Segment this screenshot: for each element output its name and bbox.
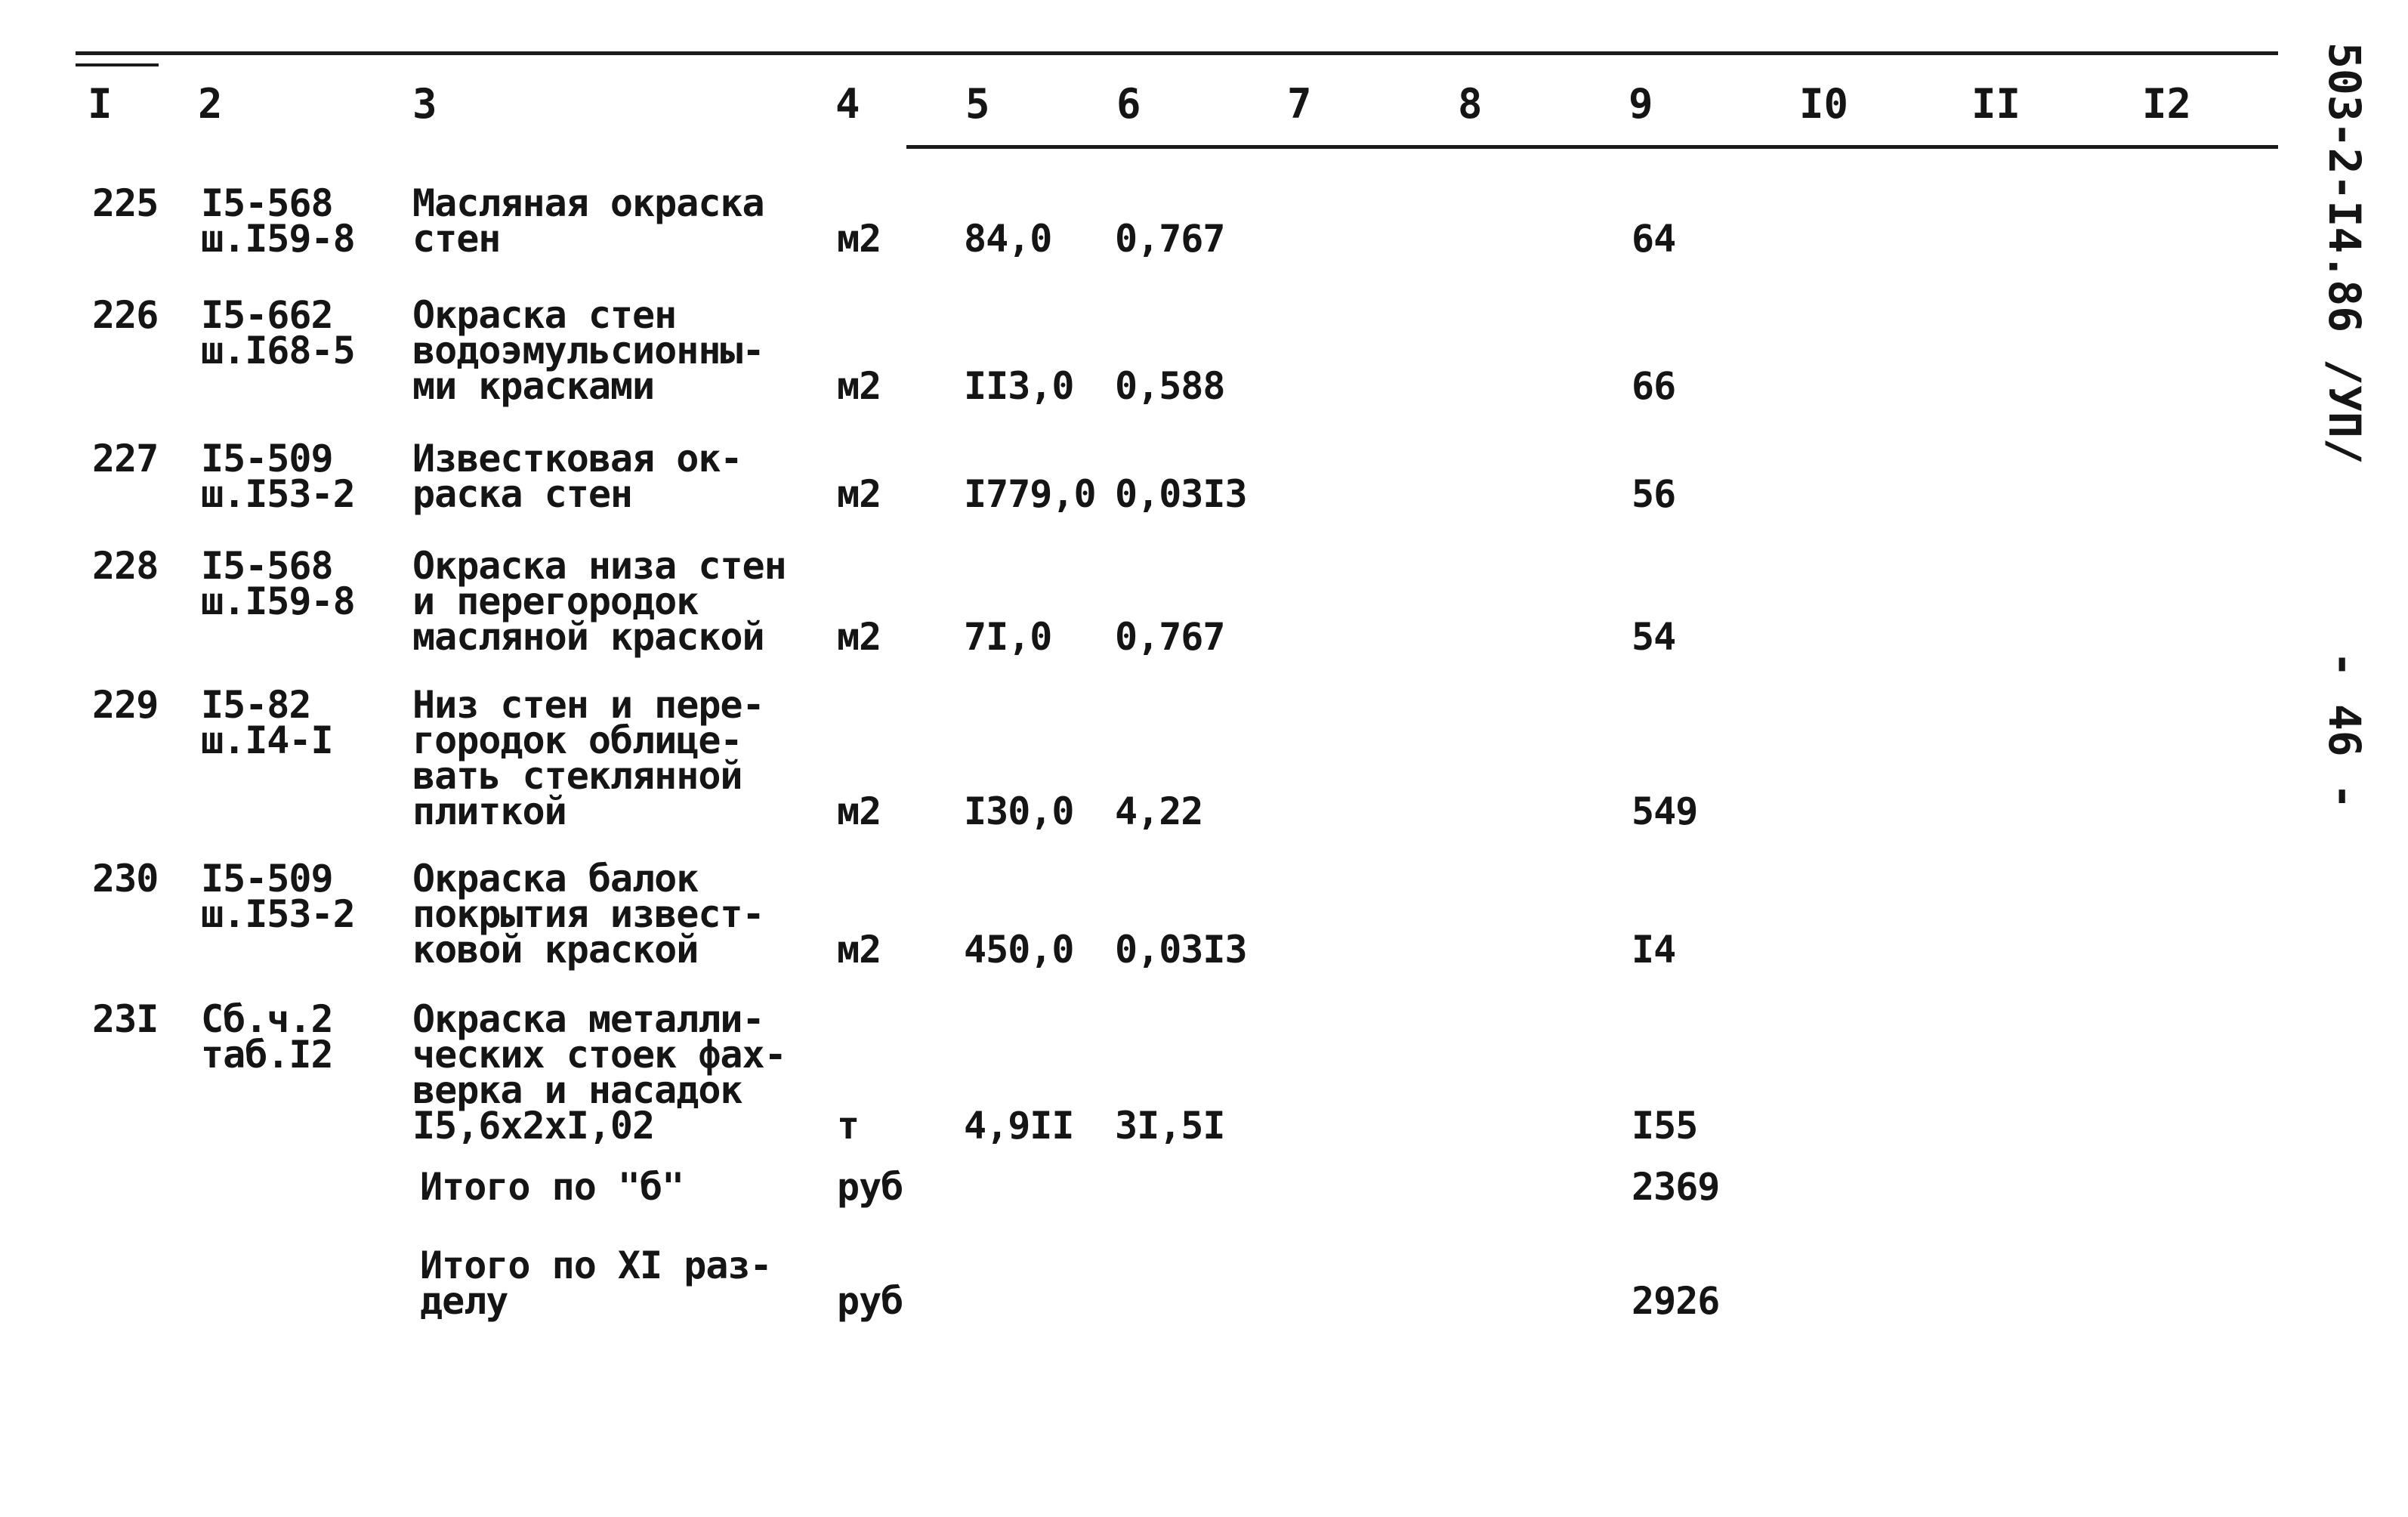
- row-description-line: раска стен: [412, 472, 633, 516]
- row-quantity: 84,0: [964, 217, 1052, 261]
- row-total: 549: [1632, 789, 1698, 833]
- header-left-stub-rule: [76, 63, 159, 66]
- row-reference-line: I5-662: [201, 293, 333, 337]
- row-quantity: 4,9II: [964, 1104, 1074, 1148]
- row-rate: 0,767: [1115, 615, 1225, 659]
- row-description-line: I5,6x2xI,02: [412, 1104, 655, 1148]
- total-label-line: Итого по XI раз-: [420, 1244, 772, 1287]
- total-value: 2369: [1632, 1165, 1720, 1209]
- row-unit: м2: [837, 364, 881, 408]
- total-label-line: Итого по "б": [420, 1165, 684, 1209]
- row-description-line: Окраска балок: [412, 857, 699, 901]
- row-description-line: Окраска металли-: [412, 997, 764, 1041]
- row-quantity: 7I,0: [964, 615, 1052, 659]
- total-value: 2926: [1632, 1279, 1720, 1323]
- row-description-line: ческих стоек фах-: [412, 1033, 786, 1077]
- row-rate: 0,588: [1115, 364, 1225, 408]
- row-description-line: вать стеклянной: [412, 754, 742, 798]
- row-unit: м2: [837, 789, 881, 833]
- row-description-line: покрытия извест-: [412, 892, 764, 936]
- col-header-12: I2: [2142, 80, 2192, 128]
- row-rate: 0,03I3: [1115, 928, 1247, 972]
- header-bottom-rule: [906, 145, 2278, 149]
- row-reference-line: ш.I59-8: [201, 579, 355, 623]
- row-unit: м2: [837, 928, 881, 972]
- row-total: I55: [1632, 1104, 1698, 1148]
- row-reference-line: таб.I2: [201, 1033, 333, 1077]
- row-description-line: стен: [412, 217, 501, 261]
- row-total: 66: [1632, 364, 1676, 408]
- row-rate: 4,22: [1115, 789, 1203, 833]
- col-header-6: 6: [1116, 80, 1141, 128]
- row-description-line: плиткой: [412, 789, 566, 833]
- row-quantity: I30,0: [964, 789, 1074, 833]
- document-code: 503-2-I4.86 /УП/: [2319, 42, 2370, 465]
- row-description-line: верка и насадок: [412, 1068, 742, 1112]
- row-unit: м2: [837, 472, 881, 516]
- col-header-3: 3: [412, 80, 437, 128]
- col-header-1: I: [88, 80, 113, 128]
- total-unit: руб: [837, 1165, 903, 1209]
- row-rate: 0,767: [1115, 217, 1225, 261]
- row-total: I4: [1632, 928, 1676, 972]
- row-number: 227: [92, 437, 159, 480]
- row-unit: м2: [837, 217, 881, 261]
- row-reference-line: ш.I53-2: [201, 472, 355, 516]
- row-description-line: Окраска низа стен: [412, 544, 786, 588]
- row-total: 64: [1632, 217, 1676, 261]
- row-unit: м2: [837, 615, 881, 659]
- col-header-10: I0: [1799, 80, 1849, 128]
- row-reference-line: Сб.ч.2: [201, 997, 333, 1041]
- row-description-line: Низ стен и пере-: [412, 683, 764, 727]
- col-header-8: 8: [1458, 80, 1483, 128]
- row-description-line: Окраска стен: [412, 293, 677, 337]
- col-header-4: 4: [835, 80, 860, 128]
- row-description-line: и перегородок: [412, 579, 699, 623]
- row-reference-line: I5-509: [201, 437, 333, 480]
- row-reference-line: I5-509: [201, 857, 333, 901]
- row-description-line: водоэмульсионны-: [412, 329, 764, 372]
- row-reference-line: I5-568: [201, 181, 333, 225]
- total-label-line: делу: [420, 1279, 508, 1323]
- row-quantity: II3,0: [964, 364, 1074, 408]
- row-reference-line: I5-82: [201, 683, 311, 727]
- col-header-7: 7: [1287, 80, 1312, 128]
- row-total: 54: [1632, 615, 1676, 659]
- col-header-5: 5: [965, 80, 990, 128]
- row-description-line: ми красками: [412, 364, 655, 408]
- row-number: 23I: [92, 997, 159, 1041]
- row-quantity: 450,0: [964, 928, 1074, 972]
- row-quantity: I779,0: [964, 472, 1096, 516]
- row-number: 229: [92, 683, 159, 727]
- col-header-11: II: [1971, 80, 2021, 128]
- row-reference-line: ш.I53-2: [201, 892, 355, 936]
- row-reference-line: ш.I59-8: [201, 217, 355, 261]
- row-rate: 3I,5I: [1115, 1104, 1225, 1148]
- total-unit: руб: [837, 1279, 903, 1323]
- row-description-line: Масляная окраска: [412, 181, 764, 225]
- row-description-line: масляной краской: [412, 615, 764, 659]
- row-number: 226: [92, 293, 159, 337]
- row-reference-line: ш.I4-I: [201, 718, 333, 762]
- row-reference-line: ш.I68-5: [201, 329, 355, 372]
- header-top-rule: [76, 51, 2278, 55]
- row-rate: 0,03I3: [1115, 472, 1247, 516]
- row-number: 225: [92, 181, 159, 225]
- row-number: 230: [92, 857, 159, 901]
- row-description-line: Известковая ок-: [412, 437, 742, 480]
- col-header-2: 2: [198, 80, 223, 128]
- row-reference-line: I5-568: [201, 544, 333, 588]
- col-header-9: 9: [1628, 80, 1653, 128]
- row-unit: т: [837, 1104, 860, 1148]
- row-total: 56: [1632, 472, 1676, 516]
- page-number: - 46 -: [2319, 651, 2370, 810]
- row-description-line: ковой краской: [412, 928, 699, 972]
- row-number: 228: [92, 544, 159, 588]
- row-description-line: городок облице-: [412, 718, 742, 762]
